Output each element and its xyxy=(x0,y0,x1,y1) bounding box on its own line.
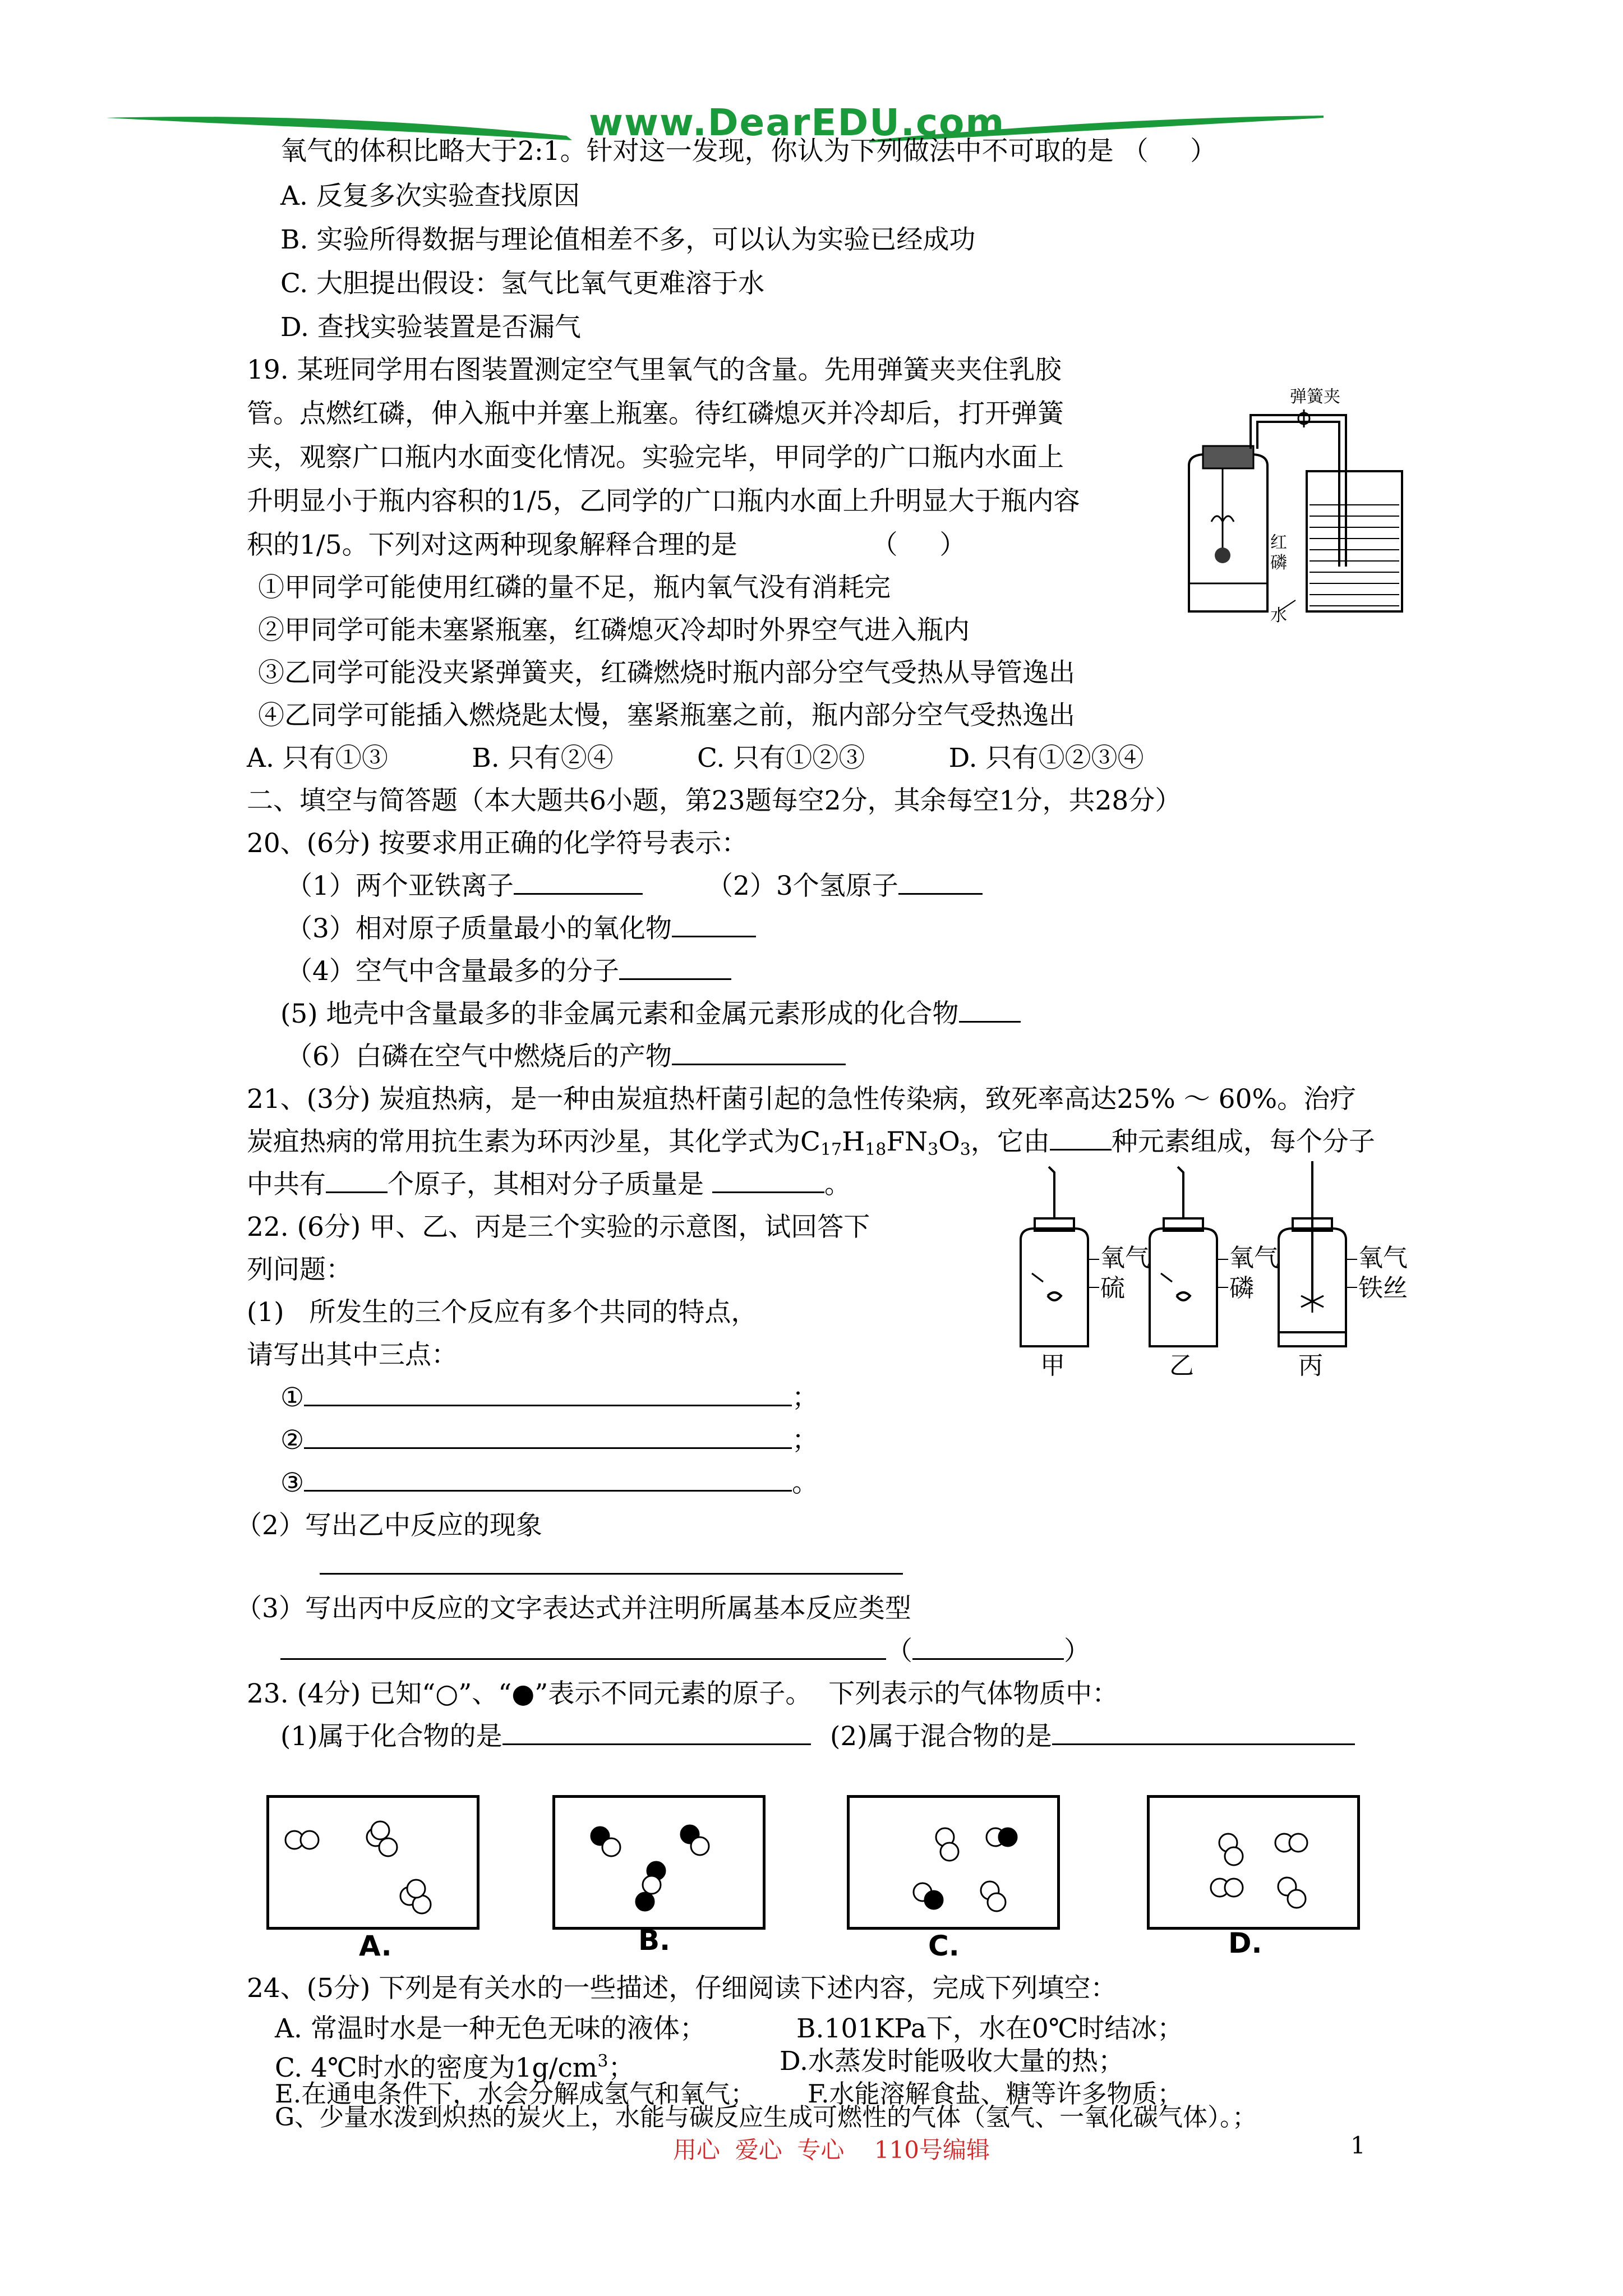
q24-item-f: F.水能溶解食盐、糖等许多物质； xyxy=(808,2079,1183,2109)
q22-part-3: （3）写出丙中反应的文字表达式并注明所属基本反应类型 xyxy=(236,1593,911,1624)
q22-point-1: ① ； xyxy=(280,1382,819,1413)
phosphorus-label: 红磷 xyxy=(1270,533,1287,573)
molecule-diagram-b xyxy=(555,1798,763,1927)
answer-blank[interactable] xyxy=(326,1168,388,1193)
q22-experiments-figure xyxy=(1009,1156,1424,1391)
molecule-diagram-d xyxy=(1150,1798,1357,1927)
q22-line-1: 22. (6分) 甲、乙、丙是三个实验的示意图，试回答下 xyxy=(247,1212,870,1243)
jar2-phosphorus-label: 磷 xyxy=(1229,1274,1254,1303)
jar1-name: 甲 xyxy=(1040,1351,1065,1380)
q23-label-d: D. xyxy=(1228,1927,1262,1959)
q24-item-e: E.在通电条件下，水会分解成氢气和氧气； xyxy=(275,2079,756,2109)
molecule-diagram-c xyxy=(850,1798,1057,1927)
q20-item-4: （4）空气中含量最多的分子 xyxy=(286,955,731,988)
q23-label-b: B. xyxy=(638,1924,671,1957)
q23-box-c xyxy=(847,1795,1060,1930)
answer-blank[interactable] xyxy=(514,869,643,895)
section-2-title: 二、填空与简答题（本大题共6小题，第23题每空2分，其余每空1分，共28分） xyxy=(247,785,1182,816)
q23-box-b xyxy=(552,1795,766,1930)
q20-item-1: （1）两个亚铁离子 xyxy=(286,869,643,903)
q22-line-2: 列问题： xyxy=(247,1254,352,1285)
q23-label-c: C. xyxy=(928,1930,960,1962)
q19-statement-3: ③乙同学可能没夹紧弹簧夹，红磷燃烧时瓶内部分空气受热从导管逸出 xyxy=(258,657,1075,688)
q19-line-3: 夹，观察广口瓶内水面变化情况。实验完毕，甲同学的广口瓶内水面上 xyxy=(247,442,1064,473)
q18-option-d: D. 查找实验装置是否漏气 xyxy=(280,312,581,343)
q24-item-c: C. 4℃时水的密度为$1g/cm^3$； xyxy=(275,2051,635,2083)
q18-option-b: B. 实验所得数据与理论值相差不多，可以认为实验已经成功 xyxy=(280,224,976,255)
q19-line-4: 升明显小于瓶内容积的1/5，乙同学的广口瓶内水面上升明显大于瓶内容 xyxy=(247,486,1080,517)
q21-line-1: 21、(3分) 炭疽热病，是一种由炭疽热杆菌引起的急性传染病，致死率高达25% ～ 60%。治疗 xyxy=(247,1084,1357,1115)
answer-blank[interactable] xyxy=(1052,1720,1355,1745)
answer-blank[interactable] xyxy=(712,1168,824,1193)
answer-blank[interactable] xyxy=(898,869,983,895)
q22-line-4: 请写出其中三点： xyxy=(247,1340,458,1370)
answer-blank[interactable] xyxy=(280,1635,886,1660)
jar3-name: 丙 xyxy=(1298,1351,1323,1380)
q20-item-2: （2）3个氢原子 xyxy=(707,869,983,903)
q21-line-2: 炭疽热病的常用抗生素为环丙沙星，其化学式为$C_{17}H_{18}FN_3O_3$，它由 种元素组成，每个分子 xyxy=(247,1126,1375,1159)
answer-blank[interactable] xyxy=(304,1466,792,1492)
q19-line-1: 19. 某班同学用右图装置测定空气里氧气的含量。先用弹簧夹夹住乳胶 xyxy=(247,355,1062,385)
q19-statement-1: ①甲同学可能使用红磷的量不足，瓶内氧气没有消耗完 xyxy=(258,572,891,603)
q24-intro: 24、(5分) 下列是有关水的一些描述，仔细阅读下述内容，完成下列填空： xyxy=(247,1973,1117,2004)
q22-point-3: ③ 。 xyxy=(280,1467,819,1498)
q23-part-1: (1)属于化合物的是 xyxy=(280,1720,811,1754)
answer-blank[interactable] xyxy=(672,912,756,937)
jar2-oxygen-label: 氧气 xyxy=(1229,1244,1279,1272)
q24-item-d: D.水蒸发时能吸收大量的热； xyxy=(780,2046,1124,2077)
answer-blank[interactable] xyxy=(672,1040,846,1065)
q18-option-a: A. 反复多次实验查找原因 xyxy=(280,181,580,211)
q19-line-2: 管。点燃红磷，伸入瓶中并塞上瓶塞。待红磷熄灭并冷却后，打开弹簧 xyxy=(247,398,1064,429)
jar1-sulfur-label: 硫 xyxy=(1100,1274,1125,1303)
q18-stem: 氧气的体积比略大于2:1。针对这一发现，你认为下列做法中不可取的是 （ ） xyxy=(280,136,1217,167)
q24-item-a: A. 常温时水是一种无色无味的液体； xyxy=(275,2013,706,2044)
jar3-iron-label: 铁丝 xyxy=(1358,1274,1408,1303)
q19-options: A. 只有①③ B. 只有②④ C. 只有①②③ D. 只有①②③④ xyxy=(247,743,1144,774)
answer-blank[interactable] xyxy=(502,1720,811,1745)
q20-item-3: （3）相对原子质量最小的氧化物 xyxy=(286,912,756,946)
q24-item-b: B.101KPa下，水在0℃时结冰； xyxy=(796,2013,1184,2044)
q20-item-5: (5) 地壳中含量最多的非金属元素和金属元素形成的化合物 xyxy=(280,997,1021,1031)
answer-blank[interactable] xyxy=(959,997,1021,1023)
water-label: 水 xyxy=(1270,606,1287,625)
q23-intro: 23. (4分) 已知“○”、“●”表示不同元素的原子。 下列表示的气体物质中： xyxy=(247,1678,1119,1709)
q23-label-a: A. xyxy=(359,1930,392,1962)
q24-item-g: G、少量水泼到炽热的炭火上，水能与碳反应生成可燃性的气体（氢气、一氧化碳气体）。； xyxy=(275,2103,1257,2132)
q19-line-5: 积的1/5。下列对这两种现象解释合理的是 （ ） xyxy=(247,530,966,560)
q23-box-d xyxy=(1147,1795,1360,1930)
q20-intro: 20、(6分) 按要求用正确的化学符号表示： xyxy=(247,828,748,859)
q19-statement-2: ②甲同学可能未塞紧瓶塞，红磷熄灭冷却时外界空气进入瓶内 xyxy=(258,615,970,646)
page-number: 1 xyxy=(1350,2132,1366,2159)
answer-blank[interactable] xyxy=(304,1381,792,1406)
jar2-name: 乙 xyxy=(1169,1351,1194,1380)
q20-item-6: （6）白磷在空气中燃烧后的产物 xyxy=(286,1040,846,1074)
answer-blank[interactable] xyxy=(912,1635,1064,1660)
q22-point-2: ② ； xyxy=(280,1425,819,1456)
q23-part-2: (2)属于混合物的是 xyxy=(830,1720,1355,1754)
answer-blank[interactable] xyxy=(304,1424,792,1449)
site-url[interactable]: www.DearEDU.com xyxy=(589,101,1006,144)
answer-blank[interactable] xyxy=(320,1549,903,1575)
answer-blank[interactable] xyxy=(1050,1125,1112,1151)
clip-label: 弹簧夹 xyxy=(1290,387,1340,407)
q21-line-3: 中共有 个原子，其相对分子质量是 。 xyxy=(247,1169,851,1200)
q19-apparatus-figure xyxy=(1166,387,1413,625)
q22-part-2-answer xyxy=(320,1549,903,1583)
molecule-diagram-a xyxy=(269,1798,477,1927)
jar3-oxygen-label: 氧气 xyxy=(1358,1244,1408,1272)
answer-blank[interactable] xyxy=(619,955,731,980)
q19-statement-4: ④乙同学可能插入燃烧匙太慢，塞紧瓶塞之前，瓶内部分空气受热逸出 xyxy=(258,700,1075,731)
jar1-oxygen-label: 氧气 xyxy=(1100,1244,1150,1272)
q23-box-a xyxy=(266,1795,479,1930)
q22-line-3: (1) 所发生的三个反应有多个共同的特点， xyxy=(247,1297,758,1328)
footer-note: 用心 爱心 专心 110号编辑 xyxy=(673,2136,990,2164)
q22-part-3-answer: （ ） xyxy=(280,1635,1090,1668)
q18-option-c: C. 大胆提出假设：氢气比氧气更难溶于水 xyxy=(280,268,765,299)
q22-part-2: （2）写出乙中反应的现象 xyxy=(236,1510,542,1541)
